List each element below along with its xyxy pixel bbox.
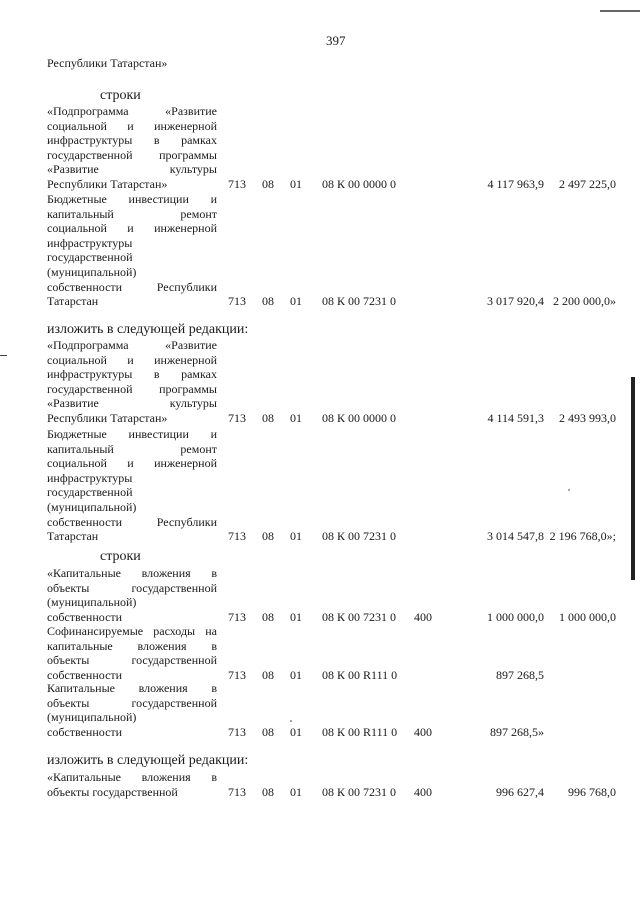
description-line: объекты государственной — [47, 695, 217, 710]
target-article-code: 08 К 00 7231 0 — [322, 529, 397, 544]
amount-year-2: 2 200 000,0» — [553, 294, 616, 309]
row-description — [47, 104, 217, 192]
scan-artifact-corner — [600, 10, 640, 12]
description-line: Бюджетные инвестиции и — [47, 192, 217, 206]
ministry-code: 713 — [228, 529, 246, 544]
scan-artifact-bar — [631, 377, 635, 580]
description-line: капитальный ремонт — [47, 441, 217, 456]
row-description — [47, 427, 217, 544]
subsection-code: 01 — [290, 784, 302, 799]
subsection-code: 01 — [290, 529, 302, 544]
expense-type-code: 400 — [414, 609, 432, 624]
description-line: социальной и инженерной — [47, 221, 217, 236]
description-line: собственности Республики — [47, 279, 217, 294]
target-article-code: 08 К 00 R111 0 — [322, 724, 398, 739]
description-line: «Развитие культуры — [47, 162, 217, 177]
subsection-code: 01 — [290, 667, 302, 682]
row-description — [47, 624, 217, 682]
page-number: 397 — [326, 33, 346, 48]
description-line: «Подпрограмма «Развитие — [47, 338, 217, 352]
intro-text: Республики Татарстан» — [47, 56, 168, 70]
block-heading: изложить в следующей редакции: — [47, 753, 249, 768]
row-description — [47, 681, 217, 739]
ministry-code: 713 — [228, 177, 246, 191]
description-line: «Подпрограмма «Развитие — [47, 104, 217, 118]
subsection-code: 01 — [290, 411, 302, 425]
amount-year-1: 4 117 963,9 — [487, 177, 544, 191]
block-heading: изложить в следующей редакции: — [47, 322, 249, 337]
description-line: объекты государственной — [47, 653, 217, 668]
description-line: объекты государственной — [47, 580, 217, 595]
amount-year-2: 2 196 768,0»; — [549, 529, 616, 544]
description-line: государственной программы — [47, 147, 217, 162]
description-line: (муниципальной) — [47, 595, 137, 610]
section-code: 08 — [262, 724, 274, 739]
description-line: инфраструктуры в рамках — [47, 367, 217, 382]
description-line: «Развитие культуры — [47, 396, 217, 411]
subsection-code: 01 — [290, 294, 302, 309]
description-line: государственной — [47, 485, 133, 500]
amount-year-2: 1 000 000,0 — [559, 609, 616, 624]
scan-speck — [568, 489, 570, 491]
ministry-code: 713 — [228, 609, 246, 624]
subsection-code: 01 — [290, 609, 302, 624]
description-line: инфраструктуры — [47, 235, 133, 250]
row-description — [47, 770, 217, 799]
description-line: Софинансируемые расходы на — [47, 624, 217, 638]
description-line: инфраструктуры в рамках — [47, 133, 217, 148]
scan-speck — [290, 720, 292, 722]
description-line: социальной и инженерной — [47, 456, 217, 471]
description-line: Республики Татарстан» — [47, 410, 168, 425]
description-line: Бюджетные инвестиции и — [47, 427, 217, 441]
description-line: капитальный ремонт — [47, 206, 217, 221]
amount-year-1: 996 627,4 — [496, 784, 544, 799]
target-article-code: 08 К 00 0000 0 — [322, 411, 397, 425]
amount-year-1: 3 017 920,4 — [487, 294, 544, 309]
amount-year-1: 3 014 547,8 — [487, 529, 544, 544]
description-line: Татарстан — [47, 294, 99, 309]
block-heading: строки — [100, 549, 141, 564]
row-description — [47, 566, 217, 624]
description-line: государственной — [47, 250, 133, 265]
amount-year-1: 897 268,5» — [490, 724, 544, 739]
row-description — [47, 338, 217, 426]
description-line: инфраструктуры — [47, 470, 133, 485]
section-code: 08 — [262, 609, 274, 624]
expense-type-code: 400 — [414, 724, 432, 739]
description-line: собственности — [47, 724, 123, 739]
subsection-code: 01 — [290, 724, 302, 739]
description-line: «Капитальные вложения в — [47, 770, 217, 784]
target-article-code: 08 К 00 7231 0 — [322, 784, 397, 799]
description-line: (муниципальной) — [47, 264, 137, 279]
expense-type-code: 400 — [414, 784, 432, 799]
description-line: государственной программы — [47, 381, 217, 396]
subsection-code: 01 — [290, 177, 302, 191]
description-line: капитальные вложения в — [47, 638, 217, 653]
description-line: Татарстан — [47, 529, 99, 544]
description-line: Республики Татарстан» — [47, 176, 168, 191]
ministry-code: 713 — [228, 294, 246, 309]
ministry-code: 713 — [228, 667, 246, 682]
ministry-code: 713 — [228, 784, 246, 799]
description-line: (муниципальной) — [47, 710, 137, 725]
section-code: 08 — [262, 529, 274, 544]
target-article-code: 08 К 00 R111 0 — [322, 667, 398, 682]
amount-year-1: 1 000 000,0 — [487, 609, 544, 624]
amount-year-2: 2 497 225,0 — [559, 177, 616, 191]
section-code: 08 — [262, 667, 274, 682]
description-line: Капитальные вложения в — [47, 681, 217, 695]
description-line: собственности — [47, 667, 123, 682]
description-line: собственности — [47, 609, 123, 624]
description-line: объекты государственной — [47, 784, 178, 799]
ministry-code: 713 — [228, 724, 246, 739]
block-heading: строки — [100, 88, 141, 103]
target-article-code: 08 К 00 0000 0 — [322, 177, 397, 191]
description-line: социальной и инженерной — [47, 352, 217, 367]
scan-artifact-line — [0, 355, 7, 356]
target-article-code: 08 К 00 7231 0 — [322, 294, 397, 309]
description-line: (муниципальной) — [47, 499, 137, 514]
section-code: 08 — [262, 411, 274, 425]
target-article-code: 08 К 00 7231 0 — [322, 609, 397, 624]
ministry-code: 713 — [228, 411, 246, 425]
row-description — [47, 192, 217, 309]
section-code: 08 — [262, 294, 274, 309]
amount-year-2: 2 493 993,0 — [559, 411, 616, 425]
description-line: «Капитальные вложения в — [47, 566, 217, 580]
section-code: 08 — [262, 177, 274, 191]
amount-year-1: 897 268,5 — [496, 667, 544, 682]
section-code: 08 — [262, 784, 274, 799]
amount-year-1: 4 114 591,3 — [487, 411, 544, 425]
description-line: социальной и инженерной — [47, 118, 217, 133]
description-line: собственности Республики — [47, 514, 217, 529]
amount-year-2: 996 768,0 — [568, 784, 616, 799]
